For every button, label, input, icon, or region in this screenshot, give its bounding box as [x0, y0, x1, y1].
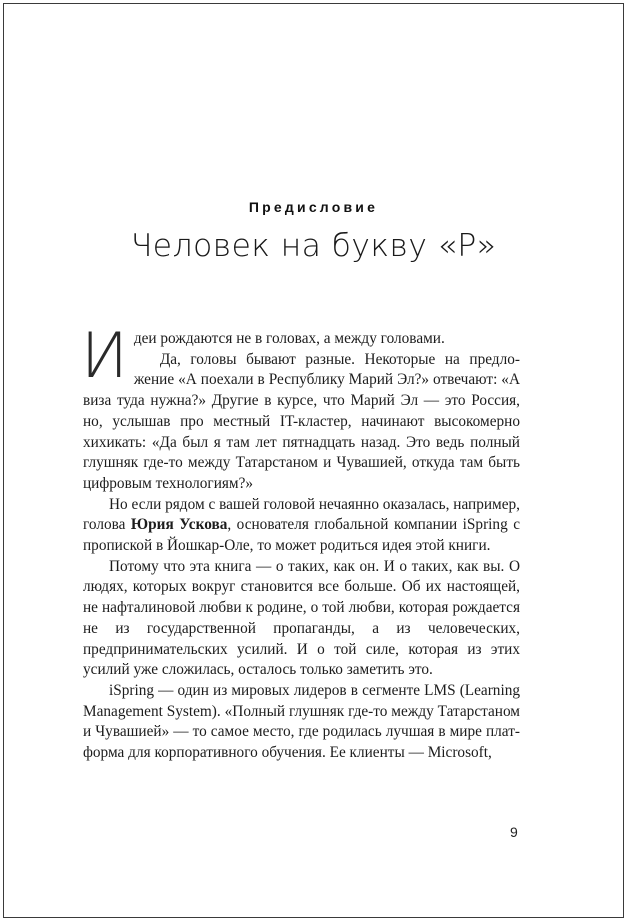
body-text	[81, 319, 520, 764]
paragraph-4: Потому что эта книга — о таких, как он. И о таких, как вы. О людях, которых вокруг становится все больше. Об их настоящей, не нафталиновой любви к родине, о той любви, которая рождается не из государственной пропаганды, а из человеческих, предпринимательских усилий. И о той силе, которая из этих усилий уже сложилась, осталось только заметить это.	[83, 557, 520, 679]
drop-cap: И	[81, 319, 128, 392]
paragraph-3-before: Но если рядом с вашей головой нечаянно оказалась, например, голова	[83, 495, 520, 534]
book-page	[3, 3, 624, 918]
chapter-eyebrow: Предисловие	[248, 199, 379, 215]
chapter-title: Человек на букву «Р»	[130, 228, 497, 264]
paragraph-5: iSpring — один из мировых лидеров в сегменте LMS (Learning Management System). «Полный глушняк где-то между Татарстаном и Чувашией» — то самое место, где родилась лучшая в мире платформа для корпоративного обучения. Ее клиенты — Microsoft,	[83, 681, 520, 762]
person-name: Юрия Ускова	[130, 516, 228, 534]
paragraph-2: Да, головы бывают разные. Некоторые на предложение «А поехали в Республику Марий Эл?» отвечают: «А виза туда нужна?» Другие в курсе, что Марий Эл — это Россия, но, услышав про местный IT-кластер, начинают высокомерно хихикать: «Да был я там лет пятнадцать назад. Это ведь полный глушняк где-то между Татарстаном и Чувашией, откуда там быть цифровым технологиям?»	[83, 350, 520, 492]
page-number: 9	[510, 824, 518, 840]
paragraph-3-after: , основателя глобальной компании iSpring с пропиской в Йошкар-Оле, то может родиться идея этой книги.	[83, 516, 520, 555]
paragraph-3	[83, 495, 520, 557]
paragraph-1	[81, 319, 520, 392]
paragraph-1-text: деи рождаются не в головах, а между головами.	[133, 330, 445, 347]
